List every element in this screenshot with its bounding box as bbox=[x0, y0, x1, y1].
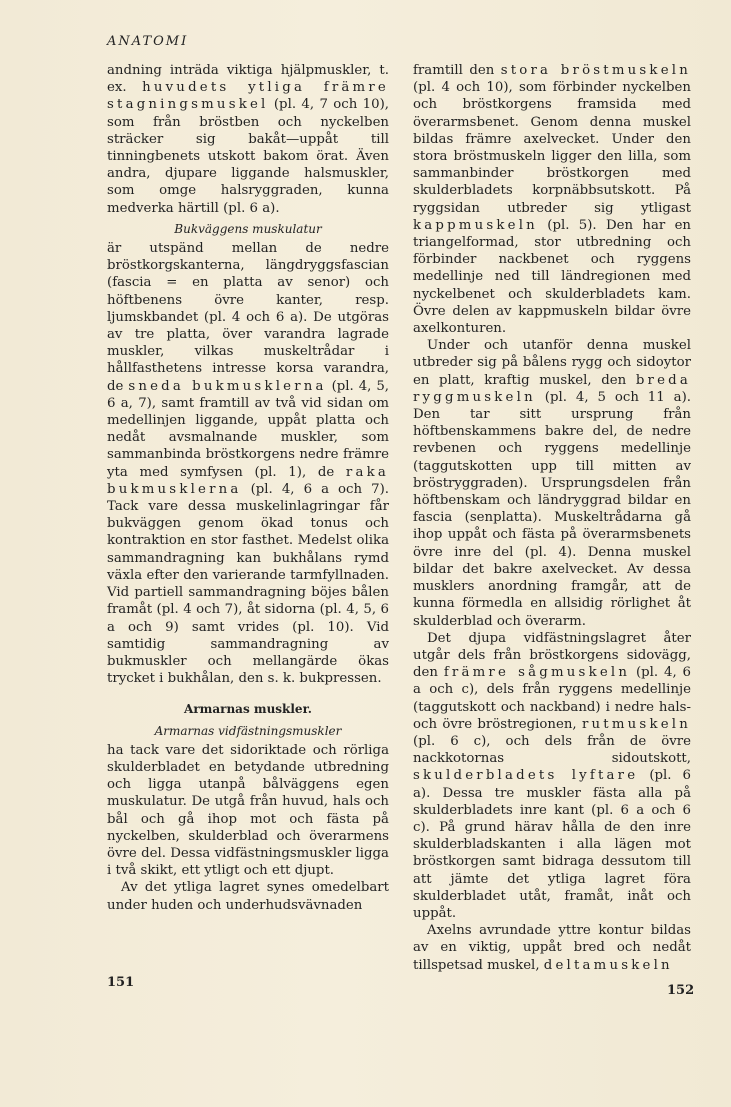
subheading: Bukväggens muskulatur bbox=[174, 221, 322, 236]
page-number-left: 151 bbox=[107, 975, 135, 990]
paragraph: är utspänd mellan de nedre bröstkorgskanterna, längdryggsfascian (fascia = en platta av senor) och höftbenens övre kanter, resp. ljumskbandet (pl. 4 och 6 a). De utgöras av tre platta, över varandra lagrade muskler, vilkas muskeltrådar i hållfasthetens intresse korsa varandra, de sneda bukmusklerna (pl. 4, 5, 6 a, 7), samt framtill av två vid sidan om medellinjen liggande, uppåt platta och nedåt avsmalnande muskler, som sammanbinda bröstkorgens nedre främre yta med symfysen (pl. 1), de raka bukmusklerna (pl. 4, 6 a och 7). Tack vare dessa muskelinlagringar får bukväggen genom ökad tonus och kontraktion en stor fasthet. Medelst olika sammandragning kan bukhålans rymd växla efter den varierande tarmfyllnaden. Vid partiell sammandragning böjes bålen framåt (pl. 4 och 7), åt sidorna (pl. 4, 5, 6 a och 9) samt vrides (pl. 10). Vid samtidig sammandragning av bukmuskler och mellangärde ökas trycket i bukhålan, den s. k. bukpressen. bbox=[107, 241, 390, 687]
paragraph: framtill den stora bröstmuskeln (pl. 4 och 10), som förbinder nyckelben och bröstkorgens framsida med överarmsbenet. Genom denna muskel bildas främre axelvecket. Under den stora bröstmuskeln ligger den lilla, som sammanbinder bröstkorgen med skulderbladets korpnäbbsutskott. På ryggsidan utbreder sig ytligast kappmuskeln (pl. 5). Den har en triangelformad, stor utbredning och förbinder nackbenet och ryggens medellinje ned till ländregionen med nyckelbenet och skulderbladets kam. Övre delen av kappmuskeln bildar övre axelkonturen. bbox=[413, 63, 691, 337]
paragraph: andning inträda viktiga hjälpmuskler, t. ex. huvudets ytliga främre stagningsmuskel (pl. 4, 7 och 10), som från bröstben och nyckelben sträcker sig bakåt—uppåt till tinningbenets utskott bakom örat. Även andra, djupare liggande halsmuskler, som omge halsryggraden, kunna medverka härtill (pl. 6 a). bbox=[107, 63, 389, 216]
paragraph: Av det ytliga lagret synes omedelbart under huden och underhudsvävnaden bbox=[107, 880, 389, 913]
left-column bbox=[107, 62, 389, 914]
section-title: Armarnas muskler. bbox=[184, 702, 312, 717]
paragraph: Det djupa vidfästningslagret åter utgår dels från bröstkorgens sidovägg, den främre sågmuskeln (pl. 4, 6 a och c), dels från ryggens medellinje (taggutskott och nackband) i nedre hals- och övre bröstregionen, rutmuskeln (pl. 6 c), och dels från de övre nackkotornas sidoutskott, skulderbladets lyftare (pl. 6 a). Dessa tre muskler fästa alla på skulderbladets inre kant (pl. 6 a och 6 c). På grund härav hålla de den inre skulderbladskanten i alla lägen mot bröstkorgen samt bidraga dessutom till att jämte det ytliga lagret föra skulderbladet utåt, framåt, inåt och uppåt. bbox=[413, 630, 692, 921]
page-number-right: 152 bbox=[667, 983, 695, 998]
paragraph: ha tack vare det sidoriktade och rörliga skulderbladet en betydande utbredning och ligga utanpå bålväggens egen muskulatur. De utgå från huvud, hals och bål och gå ihop mot och fästa på nyckelben, skulderblad och överarmens övre del. Dessa vidfästningsmuskler ligga i två skikt, ett ytligt och ett djupt. bbox=[107, 742, 389, 879]
subheading: Armarnas vidfästningsmuskler bbox=[154, 723, 342, 738]
paragraph: Under och utanför denna muskel utbreder sig på bålens rygg och sidoytor en platt, kraftig muskel, den breda ryggmuskeln (pl. 4, 5 och 11 a). Den tar sitt ursprung från höftbenskammens bakre del, de nedre revbenen och ryggens medellinje (taggutskotten upp till mitten av bröstryggraden). Ursprungsdelen från höftbenskam och ländryggrad bildar en fascia (senplatta). Muskeltrådarna gå ihop uppåt och fästa på överarmsbenets övre inre del (pl. 4). Denna muskel bildar det bakre axelvecket. Av dessa musklers anordning framgår, att de kunna förmedla en allsidig rörlighet åt skulderblad och överarm. bbox=[413, 338, 691, 629]
paragraph: Axelns avrundade yttre kontur bildas av en viktig, uppåt bred och nedåt tillspetsad muskel, deltamuskeln bbox=[413, 923, 691, 973]
running-header: ANATOMI bbox=[107, 34, 189, 49]
right-column bbox=[413, 62, 691, 974]
